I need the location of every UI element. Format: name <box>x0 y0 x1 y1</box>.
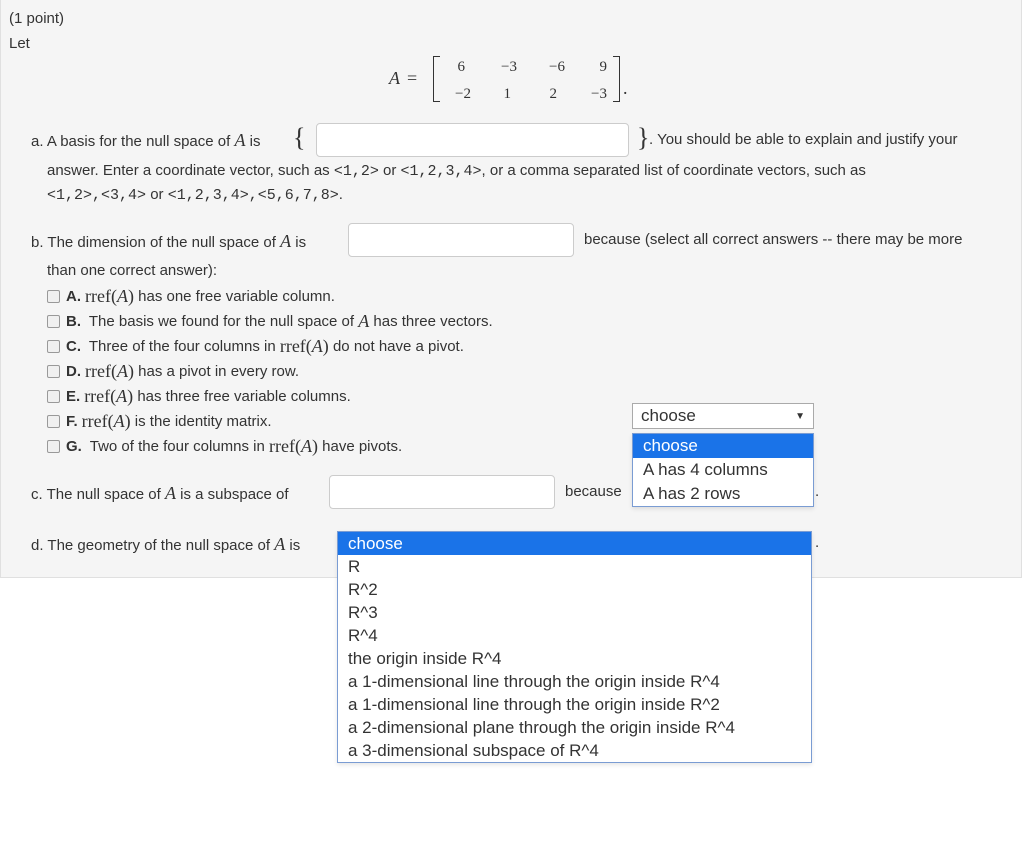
matrix-cell: −3 <box>501 59 517 75</box>
select-option[interactable]: a 1-dimensional line through the origin inside R^4 <box>348 672 720 691</box>
dimension-input[interactable] <box>348 223 574 257</box>
var-a: A <box>280 231 292 251</box>
option-f[interactable] <box>47 410 272 432</box>
part-d-text: d. The geometry of the null space of <box>31 537 271 554</box>
paren: ) <box>124 410 131 431</box>
checkbox[interactable] <box>47 365 60 378</box>
matrix-right-bracket <box>613 56 620 102</box>
checkbox[interactable] <box>47 340 60 353</box>
checkbox[interactable] <box>47 315 60 328</box>
part-c-middle: is a subspace of <box>180 486 289 503</box>
matrix-equals: = <box>407 68 418 88</box>
checkbox[interactable] <box>47 390 60 403</box>
paren: ) <box>127 360 134 381</box>
option-d[interactable] <box>47 360 299 382</box>
select-option[interactable]: R^4 <box>348 626 378 645</box>
select-option[interactable]: choose <box>633 434 813 458</box>
is-text: is <box>295 234 307 251</box>
option-text: has a pivot in every row. <box>133 362 300 380</box>
rref-text: rref( <box>279 335 312 356</box>
close-brace: } <box>637 123 650 152</box>
option-g[interactable] <box>47 435 402 457</box>
var-a: A <box>113 410 125 431</box>
example-3: <1,2>,<3,4> <box>47 187 147 204</box>
select-option[interactable]: R^3 <box>348 603 378 622</box>
option-text: has three vectors. <box>369 312 493 330</box>
var-a: A <box>274 534 286 554</box>
option-letter: E. <box>66 387 81 405</box>
option-c[interactable] <box>47 335 464 357</box>
period: . <box>338 186 343 203</box>
var-a: A <box>300 435 312 456</box>
paren: ) <box>311 435 318 456</box>
is-text: is <box>289 537 301 554</box>
null-space-basis-input[interactable] <box>316 123 629 157</box>
option-a[interactable] <box>47 285 335 307</box>
matrix-period: . <box>623 78 628 98</box>
part-a-after: . You should be able to explain and justify your <box>649 131 958 148</box>
open-brace: { <box>293 123 306 152</box>
part-a-prompt <box>31 130 260 151</box>
part-b-because: because (select all correct answers -- there may be more <box>584 231 963 248</box>
or-text: or <box>150 186 164 203</box>
checkbox[interactable] <box>47 440 60 453</box>
line2-end: , or a comma separated list of coordinate vectors, such as <box>481 162 866 179</box>
reason-select[interactable] <box>632 403 814 429</box>
matrix-name: A <box>389 68 400 88</box>
select-option[interactable]: a 1-dimensional line through the origin inside R^2 <box>348 695 720 714</box>
var-a: A <box>358 310 370 331</box>
var-a: A <box>234 130 246 150</box>
rref-text: rref( <box>81 410 114 431</box>
rref-text: rref( <box>85 360 117 381</box>
option-text: do not have a pivot. <box>328 337 464 355</box>
rref-text: rref( <box>85 285 117 306</box>
var-a: A <box>311 335 323 356</box>
part-a-text: a. A basis for the null space of <box>31 133 231 150</box>
points-label: (1 point) <box>9 10 65 27</box>
is-text: is <box>249 133 261 150</box>
reason-select-dropdown <box>632 433 814 507</box>
option-text: Two of the four columns in <box>85 437 269 455</box>
period: . <box>815 534 820 551</box>
part-c-prompt <box>31 483 289 504</box>
matrix-cell: 1 <box>503 86 511 102</box>
select-option[interactable]: A has 4 columns <box>643 460 768 479</box>
paren: ) <box>322 335 329 356</box>
option-letter: D. <box>66 362 81 380</box>
example-2: <1,2,3,4> <box>400 163 482 180</box>
checkbox[interactable] <box>47 290 60 303</box>
part-a-line3 <box>47 186 343 204</box>
subspace-of-input[interactable] <box>329 475 555 509</box>
option-text: have pivots. <box>317 437 403 455</box>
let-label: Let <box>9 35 30 52</box>
matrix-cell: 2 <box>549 86 557 102</box>
part-c-text: c. The null space of <box>31 486 161 503</box>
option-text: The basis we found for the null space of <box>85 312 359 330</box>
select-option[interactable]: R <box>348 557 361 576</box>
var-a: A <box>116 285 128 306</box>
option-text: Three of the four columns in <box>85 337 280 355</box>
period: . <box>815 483 820 500</box>
option-letter: A. <box>66 287 81 305</box>
matrix-cell: −6 <box>549 59 565 75</box>
or-text: or <box>383 162 397 179</box>
option-b[interactable] <box>47 310 493 332</box>
part-b-line2: than one correct answer): <box>47 262 218 279</box>
option-letter: C. <box>66 337 81 355</box>
example-1: <1,2> <box>333 163 379 180</box>
example-4: <1,2,3,4>,<5,6,7,8> <box>167 187 339 204</box>
part-c-because: because <box>565 483 622 500</box>
option-text: has three free variable columns. <box>133 387 351 405</box>
part-b-prompt <box>31 231 306 252</box>
select-option[interactable]: the origin inside R^4 <box>348 649 502 668</box>
var-a: A <box>116 360 128 381</box>
option-e[interactable] <box>47 385 351 407</box>
select-option[interactable]: a 2-dimensional plane through the origin inside R^4 <box>348 718 735 737</box>
matrix-cell: −2 <box>455 86 471 102</box>
option-letter: B. <box>66 312 81 330</box>
option-text: is the identity matrix. <box>130 412 272 430</box>
matrix-cell: 9 <box>599 59 607 75</box>
matrix-cell: −3 <box>591 86 607 102</box>
part-d-prompt <box>31 534 300 555</box>
option-text: has one free variable column. <box>133 287 335 305</box>
rref-text: rref( <box>269 435 301 456</box>
var-a: A <box>116 385 128 406</box>
chevron-down-icon: ▼ <box>795 410 805 422</box>
select-option[interactable]: choose <box>338 532 811 555</box>
select-value: choose <box>641 406 696 425</box>
option-letter: G. <box>66 437 82 455</box>
var-a: A <box>164 483 176 503</box>
part-a-line2 <box>47 162 866 180</box>
part-b-text: b. The dimension of the null space of <box>31 234 276 251</box>
select-option[interactable]: R^2 <box>348 580 378 599</box>
option-letter: F. <box>66 412 78 430</box>
select-option[interactable]: a 3-dimensional subspace of R^4 <box>348 741 599 760</box>
checkbox[interactable] <box>47 415 60 428</box>
geometry-select-dropdown <box>337 531 812 763</box>
matrix-cell: 6 <box>457 59 465 75</box>
line2-start: answer. Enter a coordinate vector, such as <box>47 162 330 179</box>
paren: ) <box>127 285 134 306</box>
rref-text: rref( <box>84 385 117 406</box>
paren: ) <box>127 385 134 406</box>
select-option[interactable]: A has 2 rows <box>643 484 741 503</box>
